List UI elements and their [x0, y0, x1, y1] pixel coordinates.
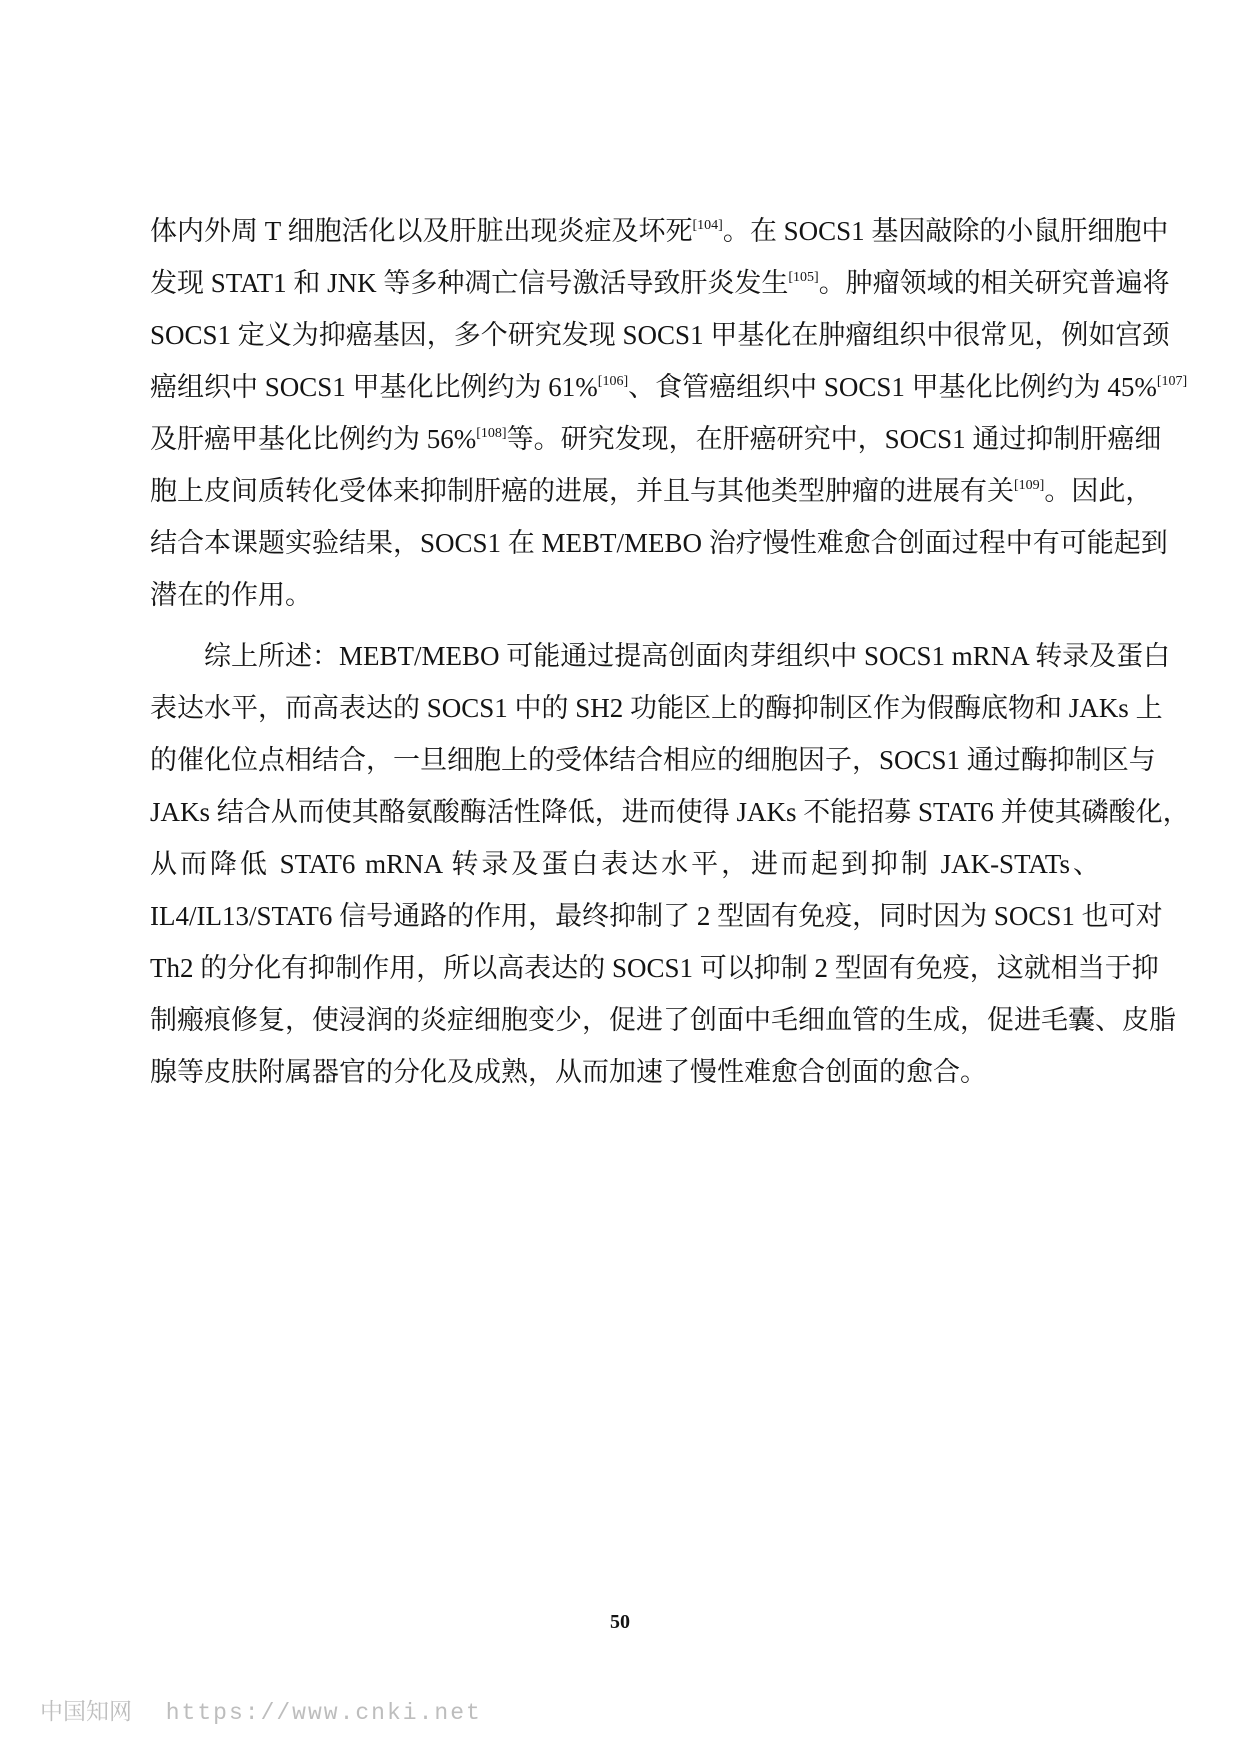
text-segment: 潜在的作用。	[150, 580, 312, 610]
page-number: 50	[610, 1611, 630, 1633]
citation-superscript: [105]	[788, 270, 819, 285]
paragraph	[150, 630, 1190, 1098]
text-segment: 及肝癌甲基化比例约为 56%	[150, 424, 477, 454]
text-segment: 腺等皮肤附属器官的分化及成熟，从而加速了慢性难愈合创面的愈合。	[150, 1057, 987, 1087]
text-segment: 综上所述：MEBT/MEBO 可能通过提高创面肉芽组织中 SOCS1 mRNA 转录及蛋白	[204, 641, 1171, 671]
text-segment: 发现 STAT1 和 JNK 等多种凋亡信号激活导致肝炎发生	[150, 268, 789, 298]
text-segment: 等。研究发现，在肝癌研究中，SOCS1 通过抑制肝癌细	[506, 424, 1162, 454]
text-line	[150, 309, 1170, 361]
text-line	[150, 786, 1190, 838]
text-line	[150, 205, 1169, 257]
text-line	[150, 630, 1171, 682]
text-segment: 胞上皮间质转化受体来抑制肝癌的进展，并且与其他类型肿瘤的进展有关	[150, 476, 1014, 506]
text-segment: JAKs 结合从而使其酪氨酸酶活性降低，进而使得 JAKs 不能招募 STAT6 并使其磷酸化，	[150, 797, 1190, 827]
text-line	[150, 1046, 1100, 1098]
page-body	[150, 205, 1190, 1098]
text-segment: Th2 的分化有抑制作用，所以高表达的 SOCS1 可以抑制 2 型固有免疫，这就相当于抑	[150, 953, 1159, 983]
text-segment: 癌组织中 SOCS1 甲基化比例约为 61%	[150, 372, 598, 402]
text-line	[150, 465, 1153, 517]
text-line	[150, 682, 1163, 734]
text-segment: IL4/IL13/STAT6 信号通路的作用，最终抑制了 2 型固有免疫，同时因为 SOCS1 也可对	[150, 901, 1163, 931]
watermark-url: https://www.cnki.net	[165, 1700, 482, 1726]
text-segment: 。肿瘤领域的相关研究普遍将	[818, 268, 1170, 298]
text-segment: 。因此，	[1044, 476, 1153, 506]
text-segment: 。在 SOCS1 基因敲除的小鼠肝细胞中	[722, 216, 1169, 246]
text-line	[150, 838, 1100, 890]
watermark-name: 中国知网	[40, 1699, 132, 1725]
text-line	[150, 361, 1188, 413]
citation-superscript: [108]	[476, 426, 507, 441]
text-segment: 的催化位点相结合，一旦细胞上的受体结合相应的细胞因子，SOCS1 通过酶抑制区与	[150, 745, 1156, 775]
citation-superscript: [106]	[597, 374, 629, 389]
text-line	[150, 257, 1170, 309]
text-line	[150, 994, 1176, 1046]
text-line	[150, 890, 1163, 942]
text-line	[150, 517, 1168, 569]
text-line	[150, 942, 1159, 994]
text-line	[150, 413, 1162, 465]
watermark	[40, 1693, 482, 1726]
text-segment: 从而降低 STAT6 mRNA 转录及蛋白表达水平，进而起到抑制 JAK-STATs、	[150, 849, 1100, 879]
text-line	[150, 734, 1156, 786]
text-segment: SOCS1 定义为抑癌基因，多个研究发现 SOCS1 甲基化在肿瘤组织中很常见，例如宫颈	[150, 320, 1170, 350]
paragraph-gap	[150, 621, 1100, 630]
citation-superscript: [107]	[1156, 374, 1188, 389]
text-segment: 、食管癌组织中 SOCS1 甲基化比例约为 45%	[628, 372, 1157, 402]
text-segment: 结合本课题实验结果，SOCS1 在 MEBT/MEBO 治疗慢性难愈合创面过程中有可能起到	[150, 528, 1168, 558]
paragraph	[150, 205, 1188, 621]
citation-superscript: [109]	[1014, 478, 1045, 493]
text-segment: 表达水平，而高表达的 SOCS1 中的 SH2 功能区上的酶抑制区作为假酶底物和 JAKs 上	[150, 693, 1163, 723]
citation-superscript: [104]	[692, 218, 723, 233]
text-segment: 体内外周 T 细胞活化以及肝脏出现炎症及坏死	[150, 216, 693, 246]
text-line	[150, 569, 1100, 621]
text-segment: 制瘢痕修复，使浸润的炎症细胞变少，促进了创面中毛细血管的生成，促进毛囊、皮脂	[150, 1005, 1176, 1035]
